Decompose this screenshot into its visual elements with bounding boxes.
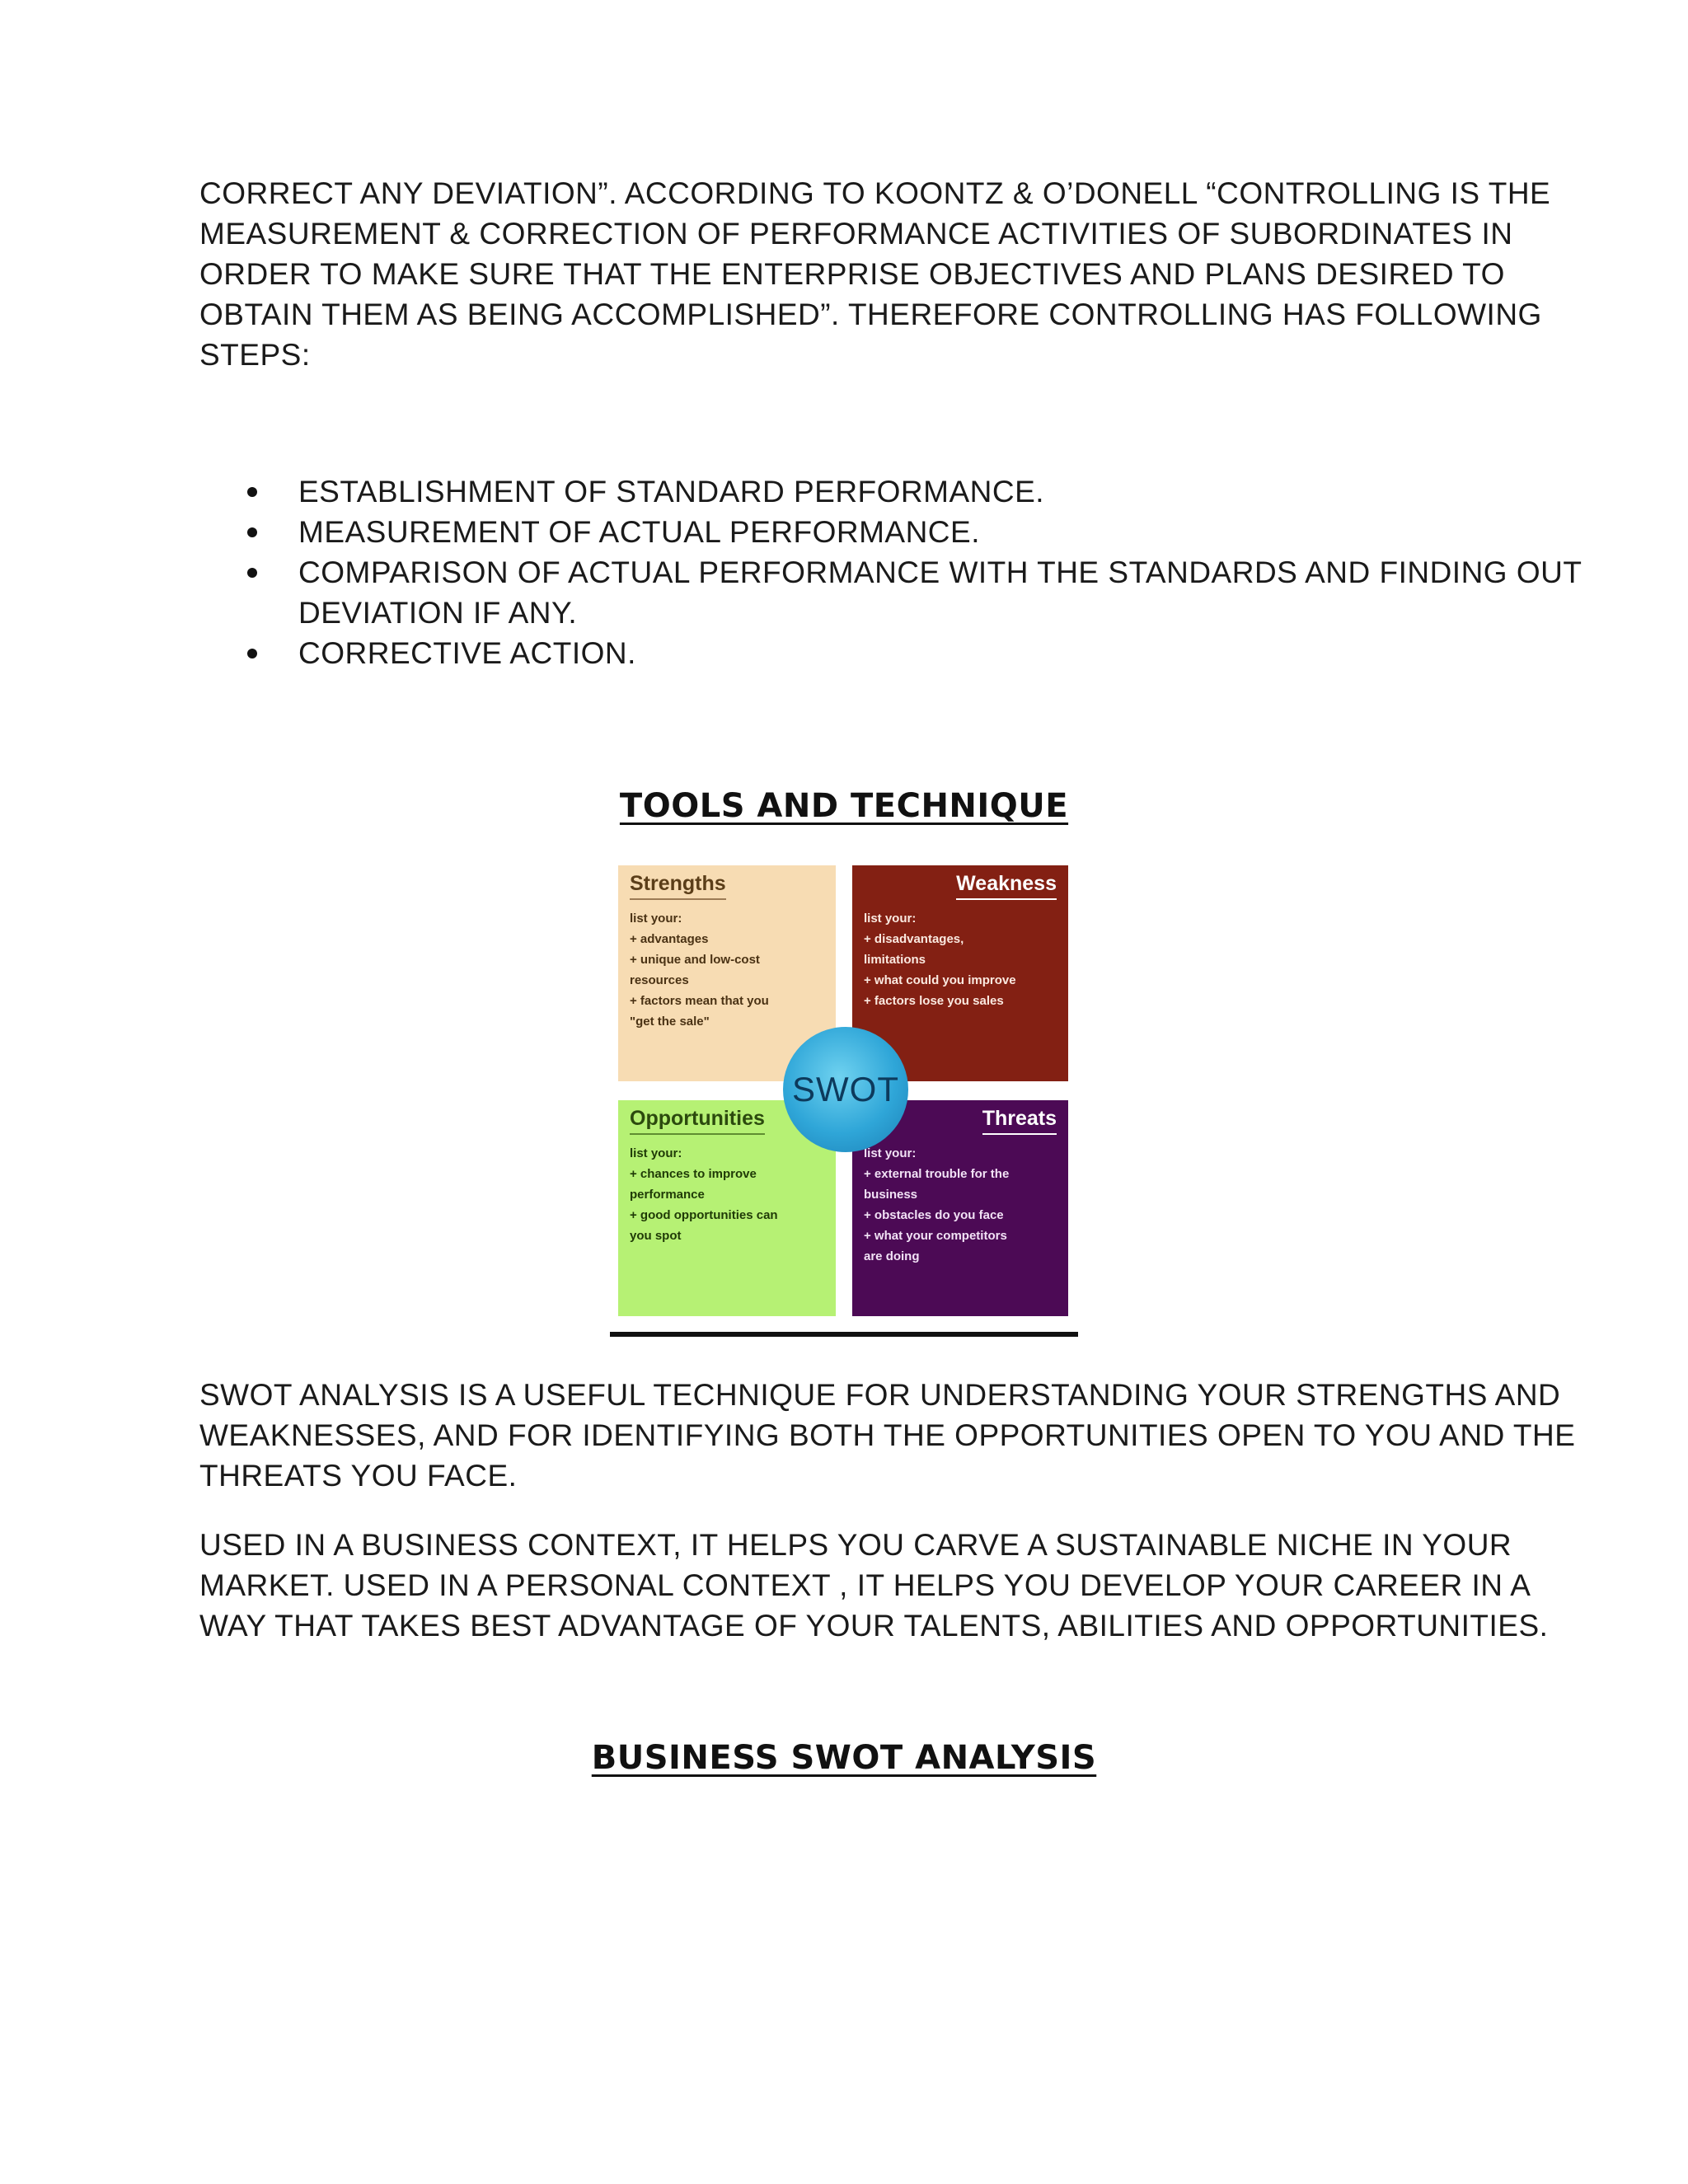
intro-paragraph xyxy=(199,173,1551,375)
quadrant-text xyxy=(630,1143,824,1246)
quadrant-line: + factors mean that you xyxy=(630,994,769,1008)
quadrant-text xyxy=(864,1143,1057,1267)
bullet-icon xyxy=(247,568,257,578)
quadrant-line: business xyxy=(864,1188,918,1202)
quadrant-line: "get the sale" xyxy=(630,1015,710,1029)
swot-diagram xyxy=(618,865,1070,1317)
quadrant-line: list your: xyxy=(630,1146,682,1160)
intro-line: ORDER TO MAKE SURE THAT THE ENTERPRISE OBJECTIVES AND PLANS DESIRED TO xyxy=(199,257,1505,291)
quadrant-line: + chances to improve xyxy=(630,1167,757,1181)
step-text: COMPARISON OF ACTUAL PERFORMANCE WITH THE STANDARDS AND FINDING OUT xyxy=(298,555,1582,589)
quadrant-line: + factors lose you sales xyxy=(864,994,1004,1008)
intro-line: STEPS: xyxy=(199,338,311,372)
swot-center-circle xyxy=(783,1027,908,1152)
quadrant-text xyxy=(864,908,1057,1011)
quadrant-line: you spot xyxy=(630,1229,682,1243)
step-text: ESTABLISHMENT OF STANDARD PERFORMANCE. xyxy=(298,475,1045,509)
quadrant-line: + what your competitors xyxy=(864,1229,1007,1243)
bullet-icon xyxy=(247,527,257,537)
quadrant-line: limitations xyxy=(864,953,926,967)
quadrant-title: Threats xyxy=(982,1107,1057,1135)
paragraph-line: WEAKNESSES, AND FOR IDENTIFYING BOTH THE OPPORTUNITIES OPEN TO YOU AND THE xyxy=(199,1418,1576,1452)
quadrant-line: + disadvantages, xyxy=(864,932,964,946)
quadrant-line: performance xyxy=(630,1188,705,1202)
list-item xyxy=(247,471,1500,512)
swot-center-label: SWOT xyxy=(792,1070,899,1108)
bullet-icon xyxy=(247,649,257,658)
quadrant-line: list your: xyxy=(630,912,682,926)
list-item xyxy=(247,633,1500,673)
section-heading-business: BUSINESS SWOT ANALYSIS xyxy=(591,1739,1097,1777)
quadrant-line: + advantages xyxy=(630,932,709,946)
bullet-icon xyxy=(247,487,257,497)
swot-paragraph-2 xyxy=(199,1525,1549,1646)
section-heading-tools: TOOLS AND TECHNIQUE xyxy=(619,787,1069,825)
quadrant-title: Strengths xyxy=(630,872,726,900)
intro-line: MEASUREMENT & CORRECTION OF PERFORMANCE ACTIVITIES OF SUBORDINATES IN xyxy=(199,217,1513,251)
quadrant-line: + what could you improve xyxy=(864,973,1016,987)
step-text: MEASUREMENT OF ACTUAL PERFORMANCE. xyxy=(298,515,980,549)
figure-divider xyxy=(610,1332,1078,1337)
paragraph-line: MARKET. USED IN A PERSONAL CONTEXT , IT HELPS YOU DEVELOP YOUR CAREER IN A xyxy=(199,1568,1531,1602)
quadrant-line: list your: xyxy=(864,912,917,926)
step-text: DEVIATION IF ANY. xyxy=(298,596,578,630)
paragraph-line: THREATS YOU FACE. xyxy=(199,1459,518,1493)
quadrant-line: + unique and low-cost xyxy=(630,953,760,967)
quadrant-line: + external trouble for the xyxy=(864,1167,1010,1181)
quadrant-title: Weakness xyxy=(956,872,1057,900)
quadrant-line: + good opportunities can xyxy=(630,1208,778,1222)
step-text: CORRECTIVE ACTION. xyxy=(298,636,636,670)
quadrant-line: are doing xyxy=(864,1249,920,1263)
intro-line: OBTAIN THEM AS BEING ACCOMPLISHED”. THEREFORE CONTROLLING HAS FOLLOWING xyxy=(199,298,1542,331)
intro-line: CORRECT ANY DEVIATION”. ACCORDING TO KOONTZ & O’DONELL “CONTROLLING IS THE xyxy=(199,176,1551,210)
paragraph-line: WAY THAT TAKES BEST ADVANTAGE OF YOUR TALENTS, ABILITIES AND OPPORTUNITIES. xyxy=(199,1609,1549,1643)
quadrant-text xyxy=(630,908,824,1032)
list-item xyxy=(247,552,1582,633)
quadrant-line: list your: xyxy=(864,1146,917,1160)
controlling-steps-list xyxy=(247,471,1582,673)
swot-paragraph-1 xyxy=(199,1375,1576,1496)
list-item xyxy=(247,512,1500,552)
quadrant-line: resources xyxy=(630,973,689,987)
quadrant-line: + obstacles do you face xyxy=(864,1208,1004,1222)
paragraph-line: SWOT ANALYSIS IS A USEFUL TECHNIQUE FOR UNDERSTANDING YOUR STRENGTHS AND xyxy=(199,1378,1561,1412)
paragraph-line: USED IN A BUSINESS CONTEXT, IT HELPS YOU CARVE A SUSTAINABLE NICHE IN YOUR xyxy=(199,1528,1512,1562)
quadrant-title: Opportunities xyxy=(630,1107,765,1135)
